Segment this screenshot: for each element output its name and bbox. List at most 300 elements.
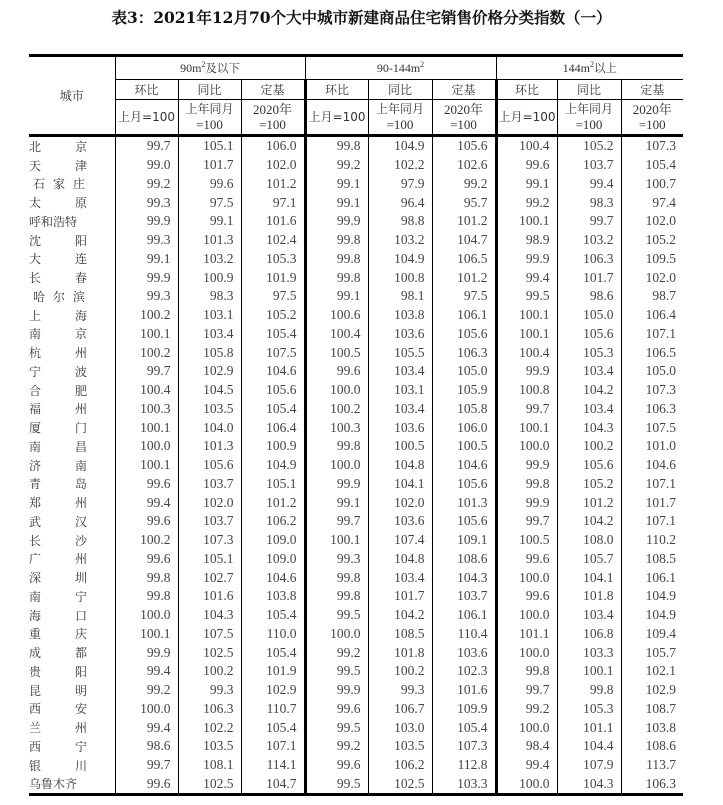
base-label-line1: 上月=100 [308, 109, 366, 124]
cell-mom-group2: 99.5 [305, 718, 368, 737]
cell-yoy-group3: 106.8 [557, 625, 621, 644]
cell-mom-group2: 99.8 [305, 568, 368, 587]
table-row [29, 587, 683, 606]
cell-fixed-group2: 95.7 [432, 193, 496, 212]
cell-yoy-group1: 103.5 [178, 737, 241, 756]
city-name [29, 737, 115, 756]
table-row [29, 175, 683, 194]
city-name [29, 193, 115, 212]
cell-mom-group1: 99.2 [115, 175, 178, 194]
cell-yoy-group1: 101.3 [178, 231, 241, 250]
cell-fixed-group2: 102.3 [432, 662, 496, 681]
city-name-text: 厦 门 [29, 421, 87, 436]
cell-fixed-group3: 106.3 [621, 775, 683, 795]
table-row [29, 287, 683, 306]
cell-fixed-group2: 110.4 [432, 625, 496, 644]
group-header-144-above: $144m^2$以上 [496, 56, 683, 80]
cell-yoy-group3: 101.1 [557, 718, 621, 737]
subheader-fixed-group1: 定基 [241, 80, 305, 100]
cell-yoy-group3: 105.0 [557, 306, 621, 325]
cell-yoy-group1: 97.5 [178, 193, 241, 212]
city-name [29, 775, 115, 795]
table-row [29, 625, 683, 644]
cell-mom-group2: 99.1 [305, 175, 368, 194]
cell-yoy-group2: 97.9 [368, 175, 432, 194]
base-label-line2: =100 [575, 117, 603, 132]
cell-mom-group3: 99.4 [496, 268, 557, 287]
city-name-text: 合 肥 [29, 383, 87, 398]
cell-fixed-group1: 101.9 [241, 268, 305, 287]
cell-fixed-group1: 102.0 [241, 156, 305, 175]
city-name [29, 493, 115, 512]
cell-mom-group1: 99.6 [115, 775, 178, 795]
cell-fixed-group1: 101.9 [241, 662, 305, 681]
table-row [29, 700, 683, 719]
cell-fixed-group1: 101.6 [241, 212, 305, 231]
cell-yoy-group1: 100.2 [178, 662, 241, 681]
cell-mom-group3: 99.2 [496, 193, 557, 212]
cell-yoy-group1: 103.4 [178, 325, 241, 344]
cell-fixed-group3: 107.3 [621, 381, 683, 400]
cell-fixed-group1: 100.9 [241, 437, 305, 456]
cell-fixed-group2: 101.2 [432, 268, 496, 287]
table-row [29, 325, 683, 344]
city-name [29, 512, 115, 531]
cell-fixed-group1: 102.9 [241, 681, 305, 700]
city-name [29, 362, 115, 381]
cell-mom-group1: 99.9 [115, 268, 178, 287]
cell-mom-group3: 100.4 [496, 343, 557, 362]
cell-fixed-group3: 108.7 [621, 700, 683, 719]
cell-mom-group2: 99.6 [305, 756, 368, 775]
cell-fixed-group3: 106.1 [621, 568, 683, 587]
cell-yoy-group1: 105.8 [178, 343, 241, 362]
cell-yoy-group3: 103.4 [557, 606, 621, 625]
cell-yoy-group1: 107.5 [178, 625, 241, 644]
cell-yoy-group1: 100.9 [178, 268, 241, 287]
cell-mom-group1: 99.4 [115, 493, 178, 512]
cell-mom-group3: 99.4 [496, 756, 557, 775]
cell-mom-group3: 100.1 [496, 325, 557, 344]
cell-fixed-group2: 105.6 [432, 512, 496, 531]
cell-fixed-group3: 101.0 [621, 437, 683, 456]
base-label-mom-group1 [115, 100, 178, 136]
city-name-text: 武 汉 [29, 514, 87, 529]
cell-yoy-group2: 104.9 [368, 136, 432, 156]
cell-yoy-group3: 103.2 [557, 231, 621, 250]
cell-mom-group3: 99.9 [496, 250, 557, 269]
cell-fixed-group3: 107.1 [621, 325, 683, 344]
cell-yoy-group2: 101.7 [368, 587, 432, 606]
cell-fixed-group2: 102.6 [432, 156, 496, 175]
city-name [29, 343, 115, 362]
cell-mom-group2: 99.8 [305, 437, 368, 456]
city-name-text: 济 南 [29, 458, 87, 473]
city-name-text: 南 京 [29, 327, 87, 342]
cell-mom-group3: 100.0 [496, 568, 557, 587]
table-row [29, 756, 683, 775]
cell-yoy-group3: 98.6 [557, 287, 621, 306]
cell-fixed-group2: 109.1 [432, 531, 496, 550]
cell-fixed-group2: 105.6 [432, 136, 496, 156]
cell-yoy-group3: 107.9 [557, 756, 621, 775]
city-name [29, 437, 115, 456]
cell-yoy-group2: 98.1 [368, 287, 432, 306]
city-name-text: 杭 州 [29, 346, 87, 361]
cell-fixed-group3: 102.0 [621, 212, 683, 231]
cell-mom-group3: 100.0 [496, 643, 557, 662]
cell-yoy-group2: 101.8 [368, 643, 432, 662]
cell-mom-group1: 100.4 [115, 381, 178, 400]
cell-fixed-group2: 106.5 [432, 250, 496, 269]
cell-mom-group3: 98.9 [496, 231, 557, 250]
city-name [29, 756, 115, 775]
base-label-line2: =100 [196, 117, 223, 132]
base-label-line2: =100 [259, 117, 286, 132]
cell-fixed-group2: 103.3 [432, 775, 496, 795]
table-row [29, 662, 683, 681]
cell-mom-group1: 99.8 [115, 568, 178, 587]
cell-fixed-group1: 105.3 [241, 250, 305, 269]
cell-mom-group1: 99.1 [115, 250, 178, 269]
city-name [29, 231, 115, 250]
city-name [29, 456, 115, 475]
subheader-mom-group2: 环比 [305, 80, 368, 100]
city-name-text: 海 口 [29, 608, 87, 623]
cell-yoy-group3: 99.7 [557, 212, 621, 231]
cell-fixed-group3: 110.2 [621, 531, 683, 550]
cell-mom-group3: 99.6 [496, 550, 557, 569]
price-index-table [29, 54, 683, 796]
cell-yoy-group1: 103.2 [178, 250, 241, 269]
cell-fixed-group1: 105.4 [241, 325, 305, 344]
city-name [29, 681, 115, 700]
cell-yoy-group2: 102.2 [368, 156, 432, 175]
cell-fixed-group3: 108.6 [621, 737, 683, 756]
subheader-fixed-group3: 定基 [621, 80, 683, 100]
city-name-text: 西 宁 [29, 739, 87, 754]
cell-mom-group3: 99.7 [496, 400, 557, 419]
base-label-line1: 上年同月 [185, 102, 234, 116]
table-row [29, 568, 683, 587]
cell-yoy-group3: 105.3 [557, 700, 621, 719]
cell-mom-group3: 99.8 [496, 662, 557, 681]
cell-yoy-group3: 105.6 [557, 325, 621, 344]
cell-mom-group1: 99.6 [115, 512, 178, 531]
cell-fixed-group3: 102.0 [621, 268, 683, 287]
group-header-90-144: $90-144m^2$ [305, 56, 496, 80]
cell-mom-group3: 99.9 [496, 493, 557, 512]
table-row [29, 512, 683, 531]
city-name-text: 沈 阳 [29, 233, 87, 248]
city-name-text: 郑 州 [29, 496, 87, 511]
city-name-text: 上 海 [29, 308, 87, 323]
cell-yoy-group2: 103.8 [368, 306, 432, 325]
table-row [29, 136, 683, 156]
city-name [29, 287, 115, 306]
cell-fixed-group2: 104.7 [432, 231, 496, 250]
base-label-line1: 上月=100 [498, 109, 556, 124]
cell-yoy-group1: 102.5 [178, 775, 241, 795]
city-name [29, 325, 115, 344]
city-name-text: 乌鲁木齐 [29, 777, 78, 792]
cell-yoy-group3: 101.8 [557, 587, 621, 606]
cell-mom-group2: 99.9 [305, 475, 368, 494]
cell-mom-group1: 100.0 [115, 700, 178, 719]
table-row [29, 418, 683, 437]
cell-mom-group1: 100.2 [115, 343, 178, 362]
cell-mom-group2: 99.9 [305, 212, 368, 231]
cell-fixed-group3: 105.0 [621, 362, 683, 381]
cell-mom-group3: 99.8 [496, 475, 557, 494]
cell-fixed-group3: 101.7 [621, 493, 683, 512]
city-name [29, 306, 115, 325]
cell-fixed-group3: 109.5 [621, 250, 683, 269]
city-name-text: 成 都 [29, 646, 87, 661]
cell-fixed-group1: 106.0 [241, 136, 305, 156]
cell-yoy-group2: 106.2 [368, 756, 432, 775]
cell-yoy-group3: 99.8 [557, 681, 621, 700]
cell-fixed-group2: 105.9 [432, 381, 496, 400]
cell-mom-group2: 99.5 [305, 662, 368, 681]
cell-fixed-group3: 104.6 [621, 456, 683, 475]
cell-mom-group3: 100.0 [496, 606, 557, 625]
cell-fixed-group2: 101.6 [432, 681, 496, 700]
cell-fixed-group1: 114.1 [241, 756, 305, 775]
cell-yoy-group3: 105.2 [557, 475, 621, 494]
table-row [29, 718, 683, 737]
base-label-yoy-group1 [178, 100, 241, 136]
city-name-text: 贵 阳 [29, 664, 87, 679]
city-name [29, 700, 115, 719]
cell-yoy-group3: 99.4 [557, 175, 621, 194]
cell-mom-group2: 99.3 [305, 550, 368, 569]
city-name [29, 475, 115, 494]
cell-fixed-group3: 105.7 [621, 643, 683, 662]
city-name-text: 太 原 [29, 196, 87, 211]
cell-mom-group2: 99.8 [305, 231, 368, 250]
cell-mom-group3: 100.0 [496, 718, 557, 737]
city-name-text: 福 州 [29, 402, 87, 417]
cell-yoy-group2: 102.0 [368, 493, 432, 512]
cell-mom-group1: 100.2 [115, 531, 178, 550]
cell-fixed-group3: 107.5 [621, 418, 683, 437]
cell-yoy-group1: 99.6 [178, 175, 241, 194]
cell-mom-group3: 100.1 [496, 418, 557, 437]
cell-fixed-group3: 105.2 [621, 231, 683, 250]
cell-yoy-group2: 104.8 [368, 550, 432, 569]
base-label-line2: =100 [450, 117, 477, 132]
cell-fixed-group3: 103.8 [621, 718, 683, 737]
cell-mom-group3: 99.5 [496, 287, 557, 306]
cell-yoy-group1: 101.3 [178, 437, 241, 456]
cell-fixed-group2: 103.6 [432, 643, 496, 662]
table-row [29, 212, 683, 231]
city-name-text: 呼和浩特 [29, 214, 78, 229]
cell-yoy-group1: 102.2 [178, 718, 241, 737]
cell-mom-group1: 100.1 [115, 418, 178, 437]
cell-yoy-group2: 104.1 [368, 475, 432, 494]
table-row [29, 400, 683, 419]
cell-yoy-group3: 108.0 [557, 531, 621, 550]
cell-mom-group1: 100.0 [115, 437, 178, 456]
cell-mom-group1: 99.2 [115, 681, 178, 700]
subheader-yoy-group3: 同比 [557, 80, 621, 100]
cell-mom-group2: 100.5 [305, 343, 368, 362]
cell-yoy-group3: 104.2 [557, 512, 621, 531]
cell-mom-group2: 100.0 [305, 625, 368, 644]
cell-fixed-group3: 102.1 [621, 662, 683, 681]
cell-fixed-group2: 108.6 [432, 550, 496, 569]
city-name [29, 568, 115, 587]
cell-mom-group3: 100.4 [496, 136, 557, 156]
table-row [29, 306, 683, 325]
cell-yoy-group3: 103.3 [557, 643, 621, 662]
cell-fixed-group1: 110.7 [241, 700, 305, 719]
cell-yoy-group2: 103.5 [368, 737, 432, 756]
base-label-line2: =100 [638, 117, 666, 132]
cell-yoy-group2: 98.8 [368, 212, 432, 231]
cell-mom-group3: 100.0 [496, 775, 557, 795]
base-label-line1: 上年同月 [565, 102, 614, 116]
cell-yoy-group1: 103.7 [178, 475, 241, 494]
cell-fixed-group2: 106.3 [432, 343, 496, 362]
cell-yoy-group1: 101.7 [178, 156, 241, 175]
cell-mom-group1: 99.0 [115, 156, 178, 175]
base-label-mom-group3 [496, 100, 557, 136]
cell-yoy-group2: 103.2 [368, 231, 432, 250]
cell-mom-group2: 99.6 [305, 700, 368, 719]
cell-yoy-group3: 105.2 [557, 136, 621, 156]
cell-fixed-group1: 109.0 [241, 550, 305, 569]
table-row [29, 268, 683, 287]
cell-yoy-group1: 102.5 [178, 643, 241, 662]
table-row [29, 643, 683, 662]
city-name-text: 南 昌 [29, 439, 87, 454]
table-row [29, 550, 683, 569]
cell-fixed-group2: 101.2 [432, 212, 496, 231]
cell-mom-group2: 99.2 [305, 156, 368, 175]
base-label-mom-group2 [305, 100, 368, 136]
cell-yoy-group1: 101.6 [178, 587, 241, 606]
cell-fixed-group1: 97.1 [241, 193, 305, 212]
table-row [29, 231, 683, 250]
cell-fixed-group2: 97.5 [432, 287, 496, 306]
cell-fixed-group2: 99.2 [432, 175, 496, 194]
table-row [29, 343, 683, 362]
cell-yoy-group3: 103.7 [557, 156, 621, 175]
table-title: 表3：2021年12月70个大中城市新建商品住宅销售价格分类指数（一） [111, 8, 612, 27]
table-row [29, 531, 683, 550]
cell-fixed-group1: 105.6 [241, 381, 305, 400]
cell-fixed-group3: 107.1 [621, 475, 683, 494]
cell-mom-group2: 99.1 [305, 193, 368, 212]
cell-yoy-group1: 99.3 [178, 681, 241, 700]
cell-yoy-group2: 103.0 [368, 718, 432, 737]
cell-mom-group1: 100.0 [115, 606, 178, 625]
subheader-yoy-group1: 同比 [178, 80, 241, 100]
cell-fixed-group2: 105.8 [432, 400, 496, 419]
table-row [29, 156, 683, 175]
cell-yoy-group3: 100.2 [557, 437, 621, 456]
cell-yoy-group3: 103.4 [557, 362, 621, 381]
cell-yoy-group1: 104.0 [178, 418, 241, 437]
city-name [29, 550, 115, 569]
table-row [29, 681, 683, 700]
table-row [29, 381, 683, 400]
cell-fixed-group1: 101.2 [241, 175, 305, 194]
group-header-90-below: $90m^2$及以下 [115, 56, 305, 80]
cell-fixed-group1: 104.6 [241, 362, 305, 381]
cell-mom-group1: 99.9 [115, 212, 178, 231]
cell-mom-group1: 100.2 [115, 306, 178, 325]
cell-mom-group3: 99.2 [496, 700, 557, 719]
cell-yoy-group3: 105.6 [557, 456, 621, 475]
cell-yoy-group3: 105.3 [557, 343, 621, 362]
city-name-text: 长 春 [29, 271, 87, 286]
cell-yoy-group2: 100.2 [368, 662, 432, 681]
cell-fixed-group1: 107.1 [241, 737, 305, 756]
cell-mom-group1: 99.6 [115, 475, 178, 494]
cell-mom-group1: 99.3 [115, 287, 178, 306]
cell-mom-group3: 99.6 [496, 156, 557, 175]
table-row [29, 775, 683, 795]
cell-yoy-group3: 98.3 [557, 193, 621, 212]
cell-yoy-group1: 106.3 [178, 700, 241, 719]
cell-fixed-group3: 105.4 [621, 156, 683, 175]
city-name [29, 268, 115, 287]
table-row [29, 737, 683, 756]
city-name-text: 青 岛 [29, 477, 87, 492]
cell-fixed-group2: 105.4 [432, 718, 496, 737]
cell-yoy-group3: 104.4 [557, 737, 621, 756]
cell-yoy-group2: 103.1 [368, 381, 432, 400]
base-label-line1: 2020年 [252, 102, 292, 117]
city-name [29, 250, 115, 269]
cell-yoy-group2: 96.4 [368, 193, 432, 212]
subheader-mom-group3: 环比 [496, 80, 557, 100]
cell-yoy-group1: 102.0 [178, 493, 241, 512]
cell-mom-group1: 99.8 [115, 587, 178, 606]
cell-mom-group2: 100.0 [305, 381, 368, 400]
cell-mom-group2: 99.8 [305, 136, 368, 156]
city-name [29, 531, 115, 550]
city-name [29, 400, 115, 419]
cell-yoy-group3: 104.3 [557, 775, 621, 795]
cell-fixed-group3: 107.1 [621, 512, 683, 531]
cell-fixed-group1: 110.0 [241, 625, 305, 644]
cell-mom-group2: 99.7 [305, 512, 368, 531]
cell-yoy-group1: 105.1 [178, 550, 241, 569]
cell-mom-group3: 99.7 [496, 512, 557, 531]
city-column-header: 城市 [29, 56, 115, 136]
cell-yoy-group2: 103.4 [368, 362, 432, 381]
cell-fixed-group2: 112.8 [432, 756, 496, 775]
base-label-fixed-group3 [621, 100, 683, 136]
cell-fixed-group2: 100.5 [432, 437, 496, 456]
subheader-mom-group1: 环比 [115, 80, 178, 100]
cell-mom-group1: 99.6 [115, 550, 178, 569]
cell-mom-group1: 100.1 [115, 456, 178, 475]
cell-mom-group2: 99.1 [305, 493, 368, 512]
city-name-text: 北 京 [29, 139, 87, 154]
base-label-yoy-group3 [557, 100, 621, 136]
cell-fixed-group3: 106.4 [621, 306, 683, 325]
cell-fixed-group1: 102.4 [241, 231, 305, 250]
cell-mom-group1: 99.9 [115, 643, 178, 662]
cell-mom-group2: 99.8 [305, 587, 368, 606]
cell-mom-group3: 100.5 [496, 531, 557, 550]
